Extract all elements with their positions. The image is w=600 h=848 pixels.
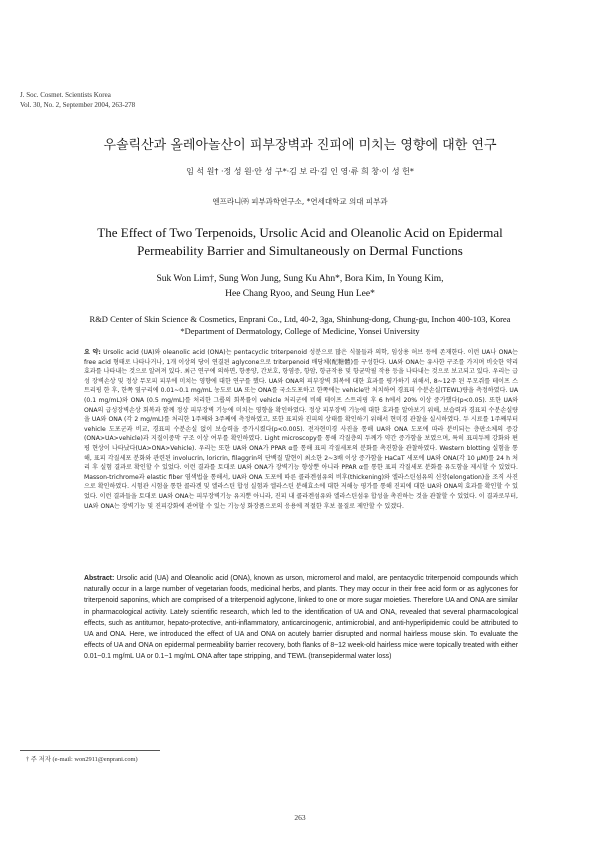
- english-abstract: [84, 573, 518, 663]
- journal-header: [20, 90, 135, 110]
- footnote-divider: [20, 750, 160, 751]
- journal-name: J. Soc. Cosmet. Scientists Korea: [20, 91, 111, 99]
- english-title: [0, 224, 600, 260]
- english-authors-line: Suk Won Lim†, Sung Won Jung, Sung Ku Ahn*, Bora Kim, In Young Kim,: [156, 274, 444, 284]
- korean-authors: 임 석 원† ·정 성 원·안 성 구*·김 보 라·김 인 영·류 희 창·이 성 헌*: [186, 167, 414, 176]
- english-authors-line: Hee Chang Ryoo, and Seung Hun Lee*: [225, 289, 375, 299]
- korean-abstract-label: 요 약:: [84, 349, 101, 356]
- korean-abstract: [84, 348, 518, 511]
- english-authors: [0, 272, 600, 302]
- korean-title: 우솔릭산과 올레아놀산이 피부장벽과 진피에 미치는 영향에 대한 연구: [103, 138, 497, 153]
- corresponding-author-footnote: † 주 저자 (e-mail: won2911@enprani.com): [26, 756, 138, 763]
- korean-affiliation: 엔프라니㈜ 피부과학연구소, *연세대학교 의대 피부과: [212, 197, 388, 206]
- korean-abstract-text: Ursolic acid (UA)와 oleanolic acid (ONA)는 pentacyclic triterpenoid 성분으로 많은 식물들과 의학, 임상용 허브 등에 존재한다. 이런 UA나 ONA는 free acid 형태로 나타나거나, 1개 이상의 당이 연결된 aglycone으로 triterpenoid 배당체(配糖體)를 구성한다. UA와 ONA는 유사한 구조를 가지며 비슷한 약리효과를 나타내는 것으로 알려져 있다. 최근 연구에 의하면, 항종양, 간보호, 항염증, 항암, 항균작용 및 항균막필 작용 등을 나타내는 것으로 보고되고 있다. 우리는 급성 장벽손상 및 정상 무모피 피부에 미치는 영향에 대한 연구를 했다. UA와 ONA의 피부장벽 회복에 대한 효과를 평가하기 위해서, 8~12주 된 무모쥐를 테이프 스트리핑 한 후, 한쪽 옆구리에 0.01~0.1 mg/mL 농도로 UA 또는 ONA를 국소도포하고 한쪽에는 vehicle만 처치하여 경표피 수분손실(TEWL)량을 측정하였다. UA (0.1 mg/mL)와 ONA (0.5 mg/mL)를 처리한 그룹의 회복률이 vehicle 처리군에 비해 테이프 스트리핑 후 6 h에서 20% 이상 증가했다(p<0.05). 또한 UA와 ONA의 급성장벽손상 회복과 함께 정상 피부장벽 기능에 미치는 영향을 확인하였다. 정상 피부장벽 기능에 대한 효과를 알아보기 위해, 보습력과 경표피 수분손실량을 UA와 ONA (각 2 mg/mL)를 처리한 1주째와 3주째에 측정하였고, 또한 표피와 진피의 상태를 확인하기 위해서 현미경 관찰을 실시하였다. 두 시료를 1주째부터 vehicle 도포군과 비교, 경표피 수분손실 없이 보습력을 증가시켰다(p<0.005). 전자현미경 사진을 통해 UA와 ONA 도포에 따라 분비되는 층판소체의 증강(ONA>UA>vehicle)과 지질이중막 구조 이상 여부를 확인하였다. Light microscopy를 통해 각질층의 두께가 약간 증가함을 보였으며, 특히 표피두께 강화와 편평 현상이 나타났다(UA>ONA>Vehicle). 우리는 또한 UA와 ONA가 PPAR α를 통해 표피 각질세포의 분화를 촉진함을 관찰하였다. Western blotting 실험을 통해, 표피 각질세포 분화와 관련된 involucrin, loricrin, filaggrin의 단백질 발현이 최소한 2~3배 이상 증가함을 HaCaT 세포에 UA와 ONA(각 10 μM)를 24 h 처리 후 실험 결과로 확인할 수 있었다. 이런 결과를 토대로 UA와 ONA가 장벽기능 향상뿐 아니라 PPAR α를 통한 표피 각질세포 분화를 유도함을 제시할 수 있었다. Masson-trichrome과 elastic fiber 염색법을 통해서, UA와 ONA 도포에 따른 콜라겐섬유의 비후(thickening)와 엘라스틴섬유의 신장(elongation)을 조직 사진으로 확인하였다. 시험관 시험을 통한 콜라겐 및 엘라스틴 합성 실험과 엘라스틴 분해효소에 대한 저해능 평가를 통해 진피에 대한 UA와 ONA의 효과를 확인할 수 있었다. 이런 결과들을 토대로 UA와 ONA는 피부장벽기능 유지뿐 아니라, 진피 내 콜라겐섬유와 엘라스틴섬유 합성을 촉진하는 것을 관찰할 수 있었다. 이 결과로부터, UA와 ONA는 장벽기능 및 진피강화에 관여할 수 있는 기능성 화장품으로의 응용에 적절한 후보 물질로 제안할 수 있겠다.: [84, 349, 519, 510]
- english-title-line: Permeability Barrier and Simultaneously on Dermal Functions: [137, 243, 463, 258]
- journal-volume: Vol. 30, No. 2, September 2004, 263-278: [20, 101, 136, 109]
- english-affiliation-line: R&D Center of Skin Science & Cosmetics, Enprani Co., Ltd, 40-2, 3ga, Shinhung-dong, Chung-gu, Inchon 400-103, Korea: [89, 314, 511, 324]
- english-abstract-text: Ursolic acid (UA) and Oleanolic acid (ONA), known as urson, micromerol and malol, are pentacyclic triterpenoid compounds which naturally occur in a large number of vegetarian foods, medicinal herbs, and plants. They may occur in their free acid form or as aglycones for triterpenoid saponins, which are comprised of a triterpenoid aglycone, linked to one or more sugar moieties. Therefore UA and ONA are similar in pharmacological activity. Lately scientific research, which led to the identification of UA and ONA, revealed that several pharmacological effects, such as antitumor, hepato-protective, anti-inflammatory, anticarcinogenic, antimicrobial, and anti-hyperlipidemic could be attributed to UA and ONA. Here, we introduced the effect of UA and ONA on acutely barrier disrupted and normal hairless mouse skin. To evaluate the effects of UA and ONA on epidermal permeability barrier recovery, both flanks of 8~12 week-old hairless mice were topically treated with either 0.01~0.1 mg/mL UA or 0.1~1 mg/mL ONA after tape stripping, and TEWL (transepidermal water loss): [84, 575, 518, 661]
- english-affiliation-line: *Department of Dermatology, College of Medicine, Yonsei University: [180, 326, 420, 336]
- page-number: 263: [294, 813, 306, 822]
- english-title-line: The Effect of Two Terpenoids, Ursolic Acid and Oleanolic Acid on Epidermal: [97, 225, 503, 240]
- english-abstract-label: Abstract:: [84, 575, 115, 582]
- english-affiliation: [0, 313, 600, 337]
